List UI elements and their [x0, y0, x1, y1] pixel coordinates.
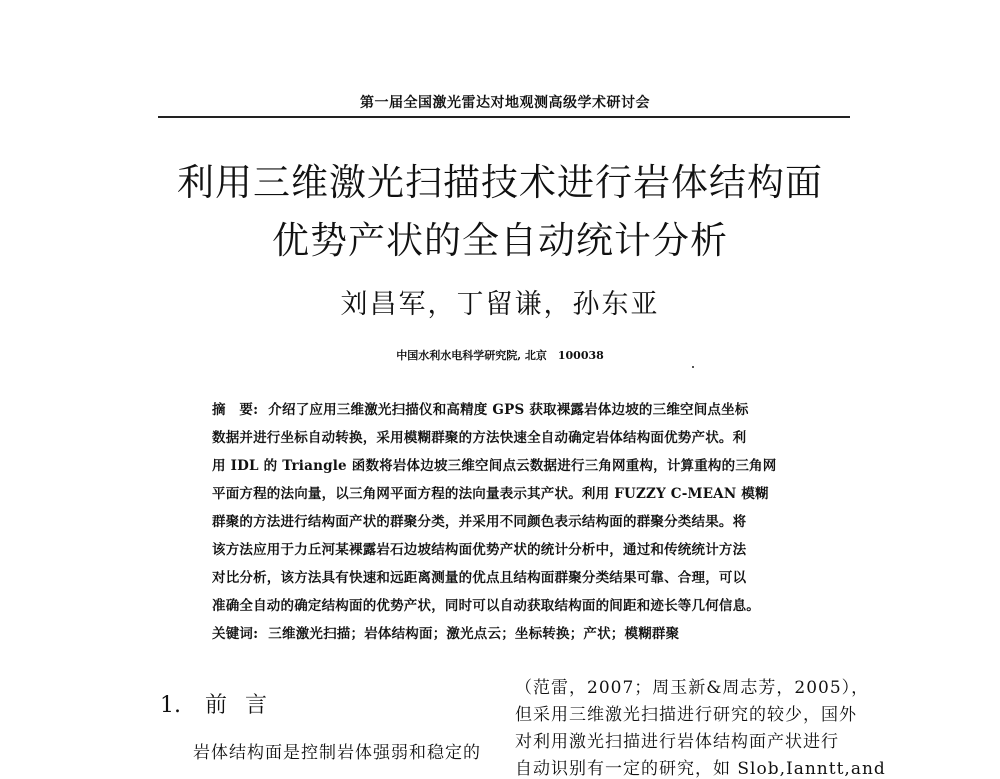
paper-title-line-1: 利用三维激光扫描技术进行岩体结构面 [177, 161, 823, 204]
header-rule [158, 116, 850, 118]
abstract-line: 数据并进行坐标自动转换，采用模糊群聚的方法快速全自动确定岩体结构面优势产状。利 [212, 430, 747, 446]
affiliation: 中国水利水电科学研究院, 北京 100038 [396, 349, 604, 362]
section-heading [160, 688, 285, 719]
left-column-line: 岩体结构面是控制岩体强弱和稳定的 [193, 743, 481, 763]
abstract-line: 准确全自动的确定结构面的优势产状，同时可以自动获取结构面的间距和迹长等几何信息。 [212, 598, 760, 614]
authors: 刘昌军，丁留谦，孙东亚 [340, 289, 660, 320]
paper-title-line-2: 优势产状的全自动统计分析 [272, 219, 728, 262]
keywords-label: 关键词: [212, 626, 259, 642]
right-column-line: 自动识别有一定的研究，如 Slob,Ianntt,and [515, 759, 886, 779]
keywords-text: 三维激光扫描；岩体结构面；激光点云；坐标转换；产状；模糊群聚 [268, 626, 680, 642]
abstract-line [212, 398, 792, 418]
abstract-line: 该方法应用于力丘河某裸露岩石边坡结构面优势产状的统计分析中，通过和传统统计方法 [212, 542, 747, 558]
abstract-line: 用 IDL 的 Triangle 函数将岩体边坡三维空间点云数据进行三角网重构，计算重构的三角网 [212, 458, 777, 474]
abstract-line: 群聚的方法进行结构面产状的群聚分类，并采用不同颜色表示结构面的群聚分类结果。将 [212, 514, 747, 530]
running-header: 第一届全国激光雷达对地观测高级学术研讨会 [360, 95, 650, 111]
abstract-label: 摘 要: [212, 402, 259, 418]
keywords-line [212, 622, 792, 642]
right-column-line: （范雷，2007；周玉新&周志芳，2005）， [515, 678, 870, 698]
speck-mark [692, 366, 694, 368]
abstract-line: 平面方程的法向量，以三角网平面方程的法向量表示其产状。利用 FUZZY C-MEAN 模糊 [212, 486, 769, 502]
section-title: 前言 [205, 693, 286, 718]
abstract-line: 对比分析，该方法具有快速和远距离测量的优点且结构面群聚分类结果可靠、合理，可以 [212, 570, 747, 586]
abstract-text: 介绍了应用三维激光扫描仪和高精度 GPS 获取裸露岩体边坡的三维空间点坐标 [268, 402, 749, 418]
right-column-line: 对利用激光扫描进行岩体结构面产状进行 [515, 732, 839, 752]
section-number: 1. [160, 693, 181, 718]
right-column-line: 但采用三维激光扫描进行研究的较少，国外 [515, 705, 857, 725]
